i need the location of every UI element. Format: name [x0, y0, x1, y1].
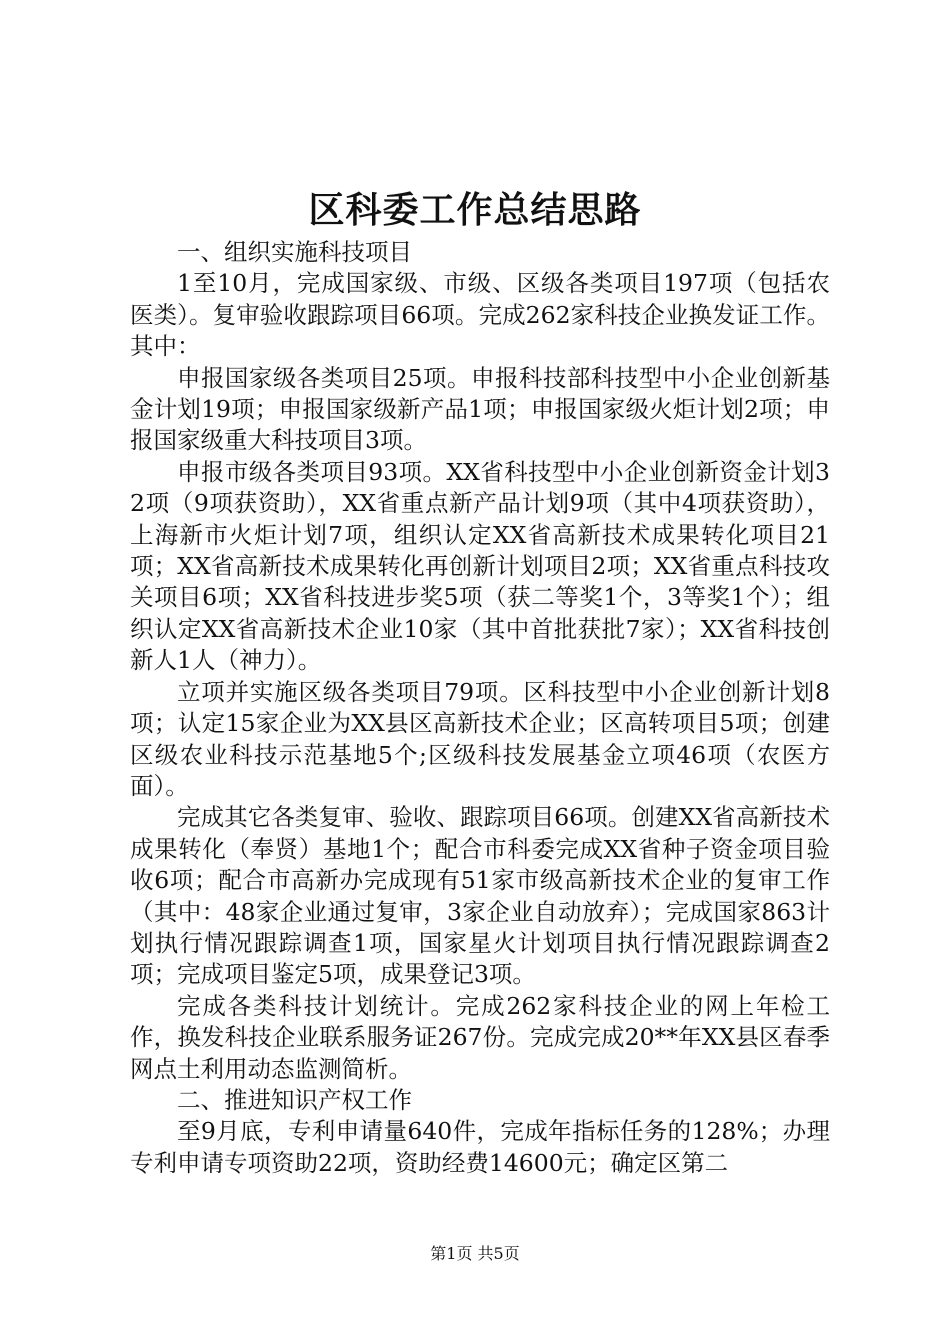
paragraph-summary: 1至10月，完成国家级、市级、区级各类项目197项（包括农医类）。复审验收跟踪项目66项。完成262家科技企业换发证工作。其中：: [130, 269, 830, 361]
page-footer: 第1页 共5页: [430, 1244, 520, 1263]
paragraph-city-projects: 申报市级各类项目93项。XX省科技型中小企业创新资金计划32项（9项获资助），XX省重点新产品计划9项（其中4项获资助），上海新市火炬计划7项，组织认定XX省高新技术成果转化项目21项；XX省高新技术成果转化再创新计划项目2项；XX省重点科技攻关项目6项；XX省科技进步奖5项（获二等奖1个，3等奖1个）；组织认定XX省高新技术企业10家（其中首批获批7家）；XX省科技创新人1人（神力）。: [130, 457, 830, 675]
section-heading-1: 一、组织实施科技项目: [177, 238, 412, 266]
document-title: 区科委工作总结思路: [308, 189, 642, 231]
section-heading-2: 二、推进知识产权工作: [177, 1085, 412, 1114]
paragraph-patents: 至9月底，专利申请量640件，完成年指标任务的128%；办理专利申请专项资助22项，资助经费14600元；确定区第二: [130, 1117, 830, 1177]
paragraph-district-projects: 立项并实施区级各类项目79项。区科技型中小企业创新计划8项；认定15家企业为XX县区高新技术企业；区高转项目5项；创建区级农业科技示范基地5个;区级科技发展基金立项46项（农医方面）。: [130, 677, 830, 800]
paragraph-other-reviews: 完成其它各类复审、验收、跟踪项目66项。创建XX省高新技术成果转化（奉贤）基地1个；配合市科委完成XX省种子资金项目验收6项；配合市高新办完成现有51家市级高新技术企业的复审工作（其中：48家企业通过复审，3家企业自动放弃）；完成国家863计划执行情况跟踪调查1项，国家星火计划项目执行情况跟踪调查2项；完成项目鉴定5项，成果登记3项。: [130, 803, 830, 989]
paragraph-national-projects: 申报国家级各类项目25项。申报科技部科技型中小企业创新基金计划19项；申报国家级新产品1项；申报国家级火炬计划2项；申报国家级重大科技项目3项。: [130, 363, 830, 455]
paragraph-statistics: 完成各类科技计划统计。完成262家科技企业的网上年检工作，换发科技企业联系服务证267份。完成完成20**年XX县区春季网点土利用动态监测简析。: [130, 991, 830, 1083]
document-body: [130, 237, 830, 1179]
